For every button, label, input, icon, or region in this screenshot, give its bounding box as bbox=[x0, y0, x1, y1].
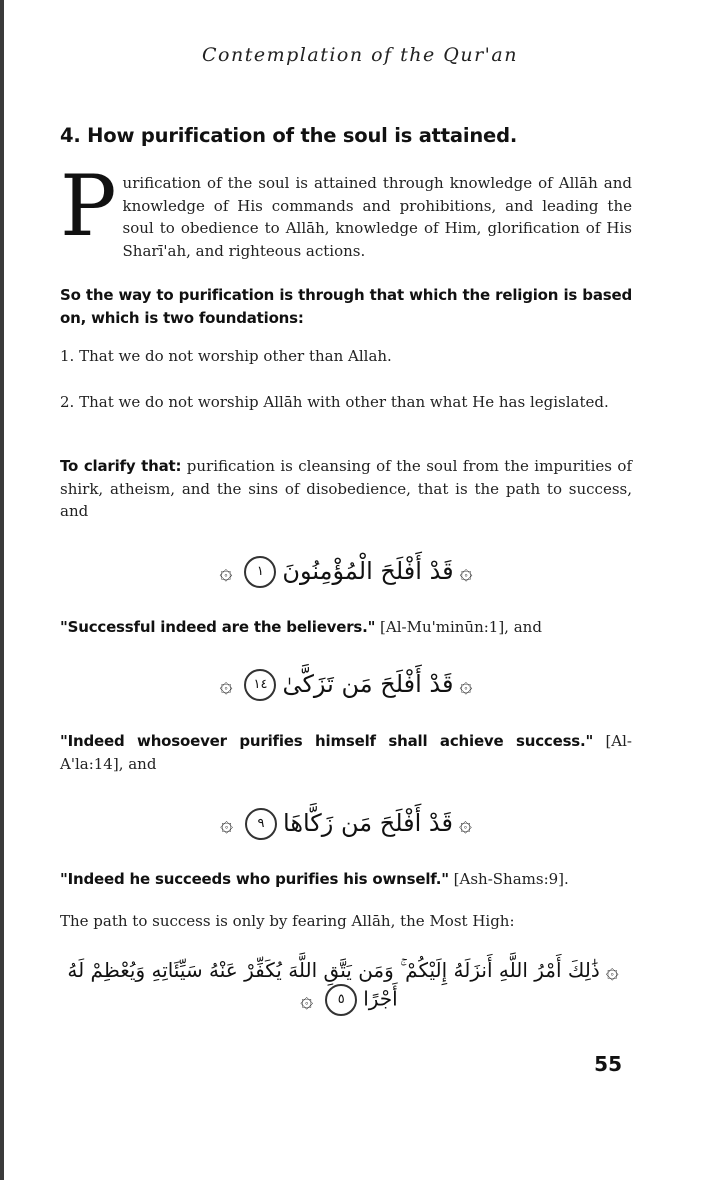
page-edge bbox=[0, 0, 4, 1180]
intro-paragraph bbox=[60, 157, 632, 262]
verse-ornament-close-icon: ۞ bbox=[300, 987, 314, 1013]
foundations-intro: So the way to purification is through that which the religion is based on, which is two foundations: bbox=[60, 286, 632, 327]
ayah-number-icon: ١٤ bbox=[244, 669, 276, 701]
quran-verse-2 bbox=[60, 669, 632, 701]
verse-ornament-open-icon: ۞ bbox=[605, 959, 619, 984]
section-heading: 4. How purification of the soul is attained. bbox=[60, 124, 518, 147]
verse-reference: [Ash-Shams:9]. bbox=[448, 870, 569, 888]
verse-translation-2 bbox=[60, 730, 632, 775]
clarify-lead: To clarify that: bbox=[60, 457, 182, 475]
translation-quote: "Indeed he succeeds who purifies his ownself." bbox=[60, 870, 449, 888]
intro-text: urification of the soul is attained through knowledge of Allāh and knowledge of His commands and prohibitions, and leading the soul to obedience to Allāh, knowledge of Him, glorification of His Sharī'ah, and righteous actions. bbox=[122, 174, 632, 260]
verse-ornament-close-icon: ۞ bbox=[219, 559, 233, 585]
running-head: Contemplation of the Qur'an bbox=[202, 44, 518, 66]
translation-quote: "Indeed whosoever purifies himself shall achieve success." bbox=[60, 732, 594, 750]
ayah-number-icon: ٥ bbox=[325, 984, 357, 1016]
translation-quote: "Successful indeed are the believers." bbox=[60, 618, 376, 636]
verse-reference: [Al-A'la:14], and bbox=[60, 732, 632, 773]
verse-ornament-close-icon: ۞ bbox=[220, 811, 234, 837]
quran-verse-3 bbox=[60, 808, 632, 840]
foundation-item-2: 2. That we do not worship Allāh with other than what He has legislated. bbox=[60, 393, 609, 411]
ayah-number-icon: ٩ bbox=[245, 808, 277, 840]
verse-arabic: قَدْ أَفْلَحَ مَن زَكَّاهَا bbox=[283, 809, 453, 837]
verse-reference: [Al-Mu'minūn:1], and bbox=[375, 618, 542, 636]
verse-translation-1 bbox=[60, 616, 632, 639]
verse-translation-3 bbox=[60, 868, 632, 891]
quran-verse-1 bbox=[60, 556, 632, 588]
verse-ornament-close-icon: ۞ bbox=[219, 672, 233, 698]
foundation-item-1: 1. That we do not worship other than Allah. bbox=[60, 347, 392, 365]
clarify-text: purification is cleansing of the soul from the impurities of shirk, atheism, and the sins of disobedience, that is the path to success, and bbox=[60, 457, 632, 520]
verse-ornament-open-icon: ۞ bbox=[458, 811, 472, 837]
drop-cap: P bbox=[60, 157, 117, 255]
verse-ornament-open-icon: ۞ bbox=[459, 559, 473, 585]
path-to-success-line: The path to success is only by fearing Allāh, the Most High: bbox=[60, 912, 515, 930]
verse-ornament-open-icon: ۞ bbox=[459, 672, 473, 698]
page-number: 55 bbox=[594, 1052, 622, 1076]
clarify-paragraph bbox=[60, 455, 632, 523]
verse-arabic: قَدْ أَفْلَحَ الْمُؤْمِنُونَ bbox=[282, 557, 454, 585]
ayah-number-icon: ١ bbox=[244, 556, 276, 588]
quran-verse-4 bbox=[60, 958, 632, 1016]
verse-arabic: قَدْ أَفْلَحَ مَن تَزَكَّىٰ bbox=[282, 670, 454, 698]
verse-arabic: ذَٰلِكَ أَمْرُ اللَّهِ أَنزَلَهُ إِلَيْكُمْ ۚ وَمَن يَتَّقِ اللَّهَ يُكَفِّرْ عَنْهُ سَيِّئَاتِهِ وَيُعْظِمْ لَهُ أَجْرًا bbox=[67, 958, 600, 1011]
